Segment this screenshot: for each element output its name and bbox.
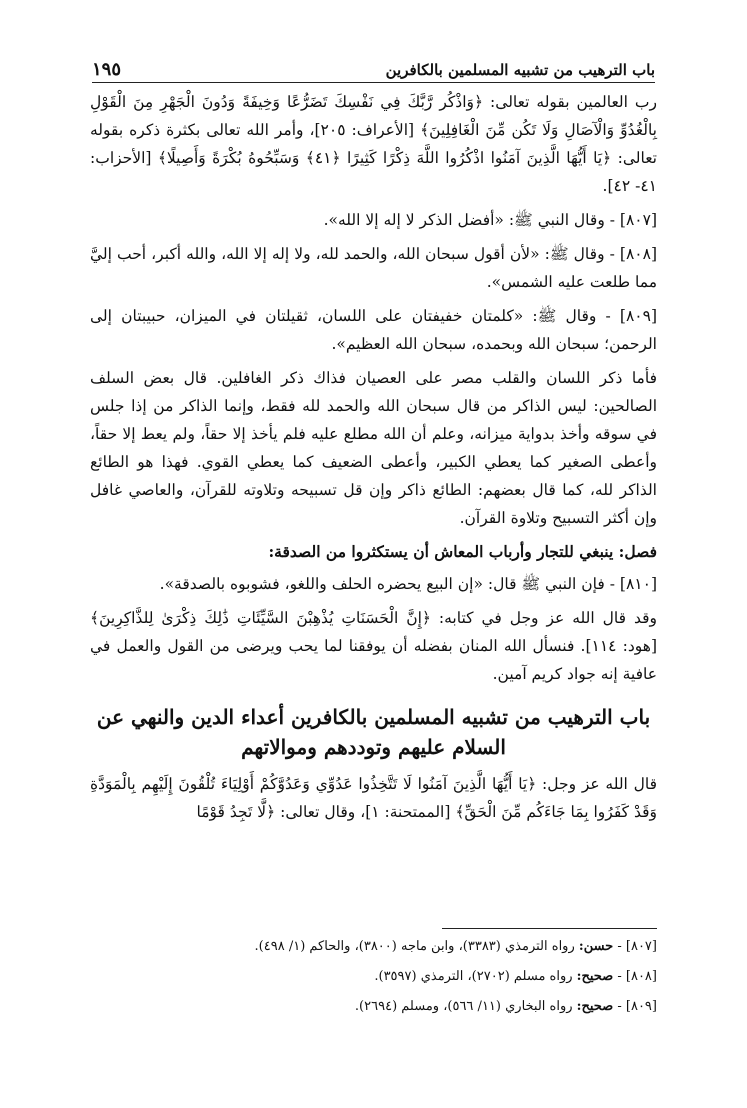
chapter-heading: باب الترهيب من تشبيه المسلمين بالكافرين أعداء الدين والنهي عن السلام عليهم وتوددهم وموالاتهم [96, 705, 651, 759]
footnote-807 [90, 932, 657, 962]
paragraph-dhikr-verses: رب العالمين بقوله تعالى: ﴿وَاذْكُر رَّبَّكَ فِي نَفْسِكَ تَضَرُّعًا وَخِيفَةً وَدُونَ الْجَهْرِ مِنَ الْقَوْلِ بِالْغُدُوِّ وَالْآصَالِ وَلَا تَكُن مِّنَ الْغَافِلِينَ﴾ [الأعراف: ٢٠٥]، وأمر الله تعالى بكثرة ذكره بقوله تعالى: ﴿يَا أَيُّهَا الَّذِينَ آمَنُوا اذْكُرُوا اللَّهَ ذِكْرًا كَثِيرًا ﴿٤١﴾ وَسَبِّحُوهُ بُكْرَةً وَأَصِيلًا﴾ [الأحزاب: ٤١- ٤٢]. [90, 93, 657, 195]
paragraph-heedless-dhikr: فأما ذكر اللسان والقلب مصر على العصيان فذاك ذكر الغافلين. قال بعض السلف الصالحين: ليس الذاكر من قال سبحان الله والحمد لله فقط، وإنما الذاكر من إذا جلس في سوقه وأخذ بدواية ميزانه، وعلم أن الله مطلع عليه فلم يأخذ إلا حقاً، ولم يعط إلا حقاً، وأعطى الصغير كما يعطي الكبير، وأعطى الضعيف كما يعطي القوي. فهذا هو الطائع الذاكر لله، كما قال بعضهم: الطائع ذاكر وإن قل تسبيحه وتلاوته للقرآن، والعاصي غافل وإن أكثر التسبيح وتلاوة القرآن. [90, 369, 657, 527]
hadith-808: [٨٠٨] - وقال ﷺ: «لأن أقول سبحان الله، والحمد لله، ولا إله إلا الله، والله أكبر، أحب إليَّ مما طلعت عليه الشمس». [90, 245, 657, 291]
hadith-807: [٨٠٧] - وقال النبي ﷺ: «أفضل الذكر لا إله إلا الله». [323, 211, 657, 229]
footnote-text: رواه البخاري (١١/ ٥٦٦)، ومسلم (٢٦٩٤). [354, 999, 573, 1014]
footnote-ref: [٨٠٩] - [617, 999, 657, 1014]
footnote-809 [90, 992, 657, 1022]
footnote-separator [442, 928, 657, 929]
page-body [90, 88, 657, 832]
section-fasl-heading: فصل: ينبغي للتجار وأرباب المعاش أن يستكثروا من الصدقة: [268, 542, 657, 561]
footnote-grade: صحيح: [576, 969, 614, 984]
running-title: باب الترهيب من تشبيه المسلمين بالكافرين [385, 61, 655, 79]
footnote-text: رواه الترمذي (٣٣٨٣)، وابن ماجه (٣٨٠٠)، والحاكم (١/ ٤٩٨). [254, 939, 575, 954]
footnote-808 [90, 962, 657, 992]
footnote-grade: حسن: [578, 939, 614, 954]
footnotes [90, 932, 657, 1022]
page-header [92, 52, 655, 83]
footnote-grade: صحيح: [576, 999, 614, 1014]
page-number: ١٩٥ [92, 59, 122, 80]
hadith-809: [٨٠٩] - وقال ﷺ: «كلمتان خفيفتان على اللسان، ثقيلتان في الميزان، حبيبتان إلى الرحمن؛ سبحان الله وبحمده، سبحان الله العظيم». [90, 307, 657, 353]
footnote-text: رواه مسلم (٢٧٠٢)، الترمذي (٣٥٩٧). [374, 969, 573, 984]
footnote-ref: [٨٠٧] - [617, 939, 657, 954]
hadith-810: [٨١٠] - فإن النبي ﷺ قال: «إن البيع يحضره الحلف واللغو، فشوبوه بالصدقة». [159, 575, 657, 593]
paragraph-good-deeds: وقد قال الله عز وجل في كتابه: ﴿إِنَّ الْحَسَنَاتِ يُذْهِبْنَ السَّيِّئَاتِ ذَٰلِكَ ذِكْرَىٰ لِلذَّاكِرِينَ﴾ [هود: ١١٤]. فنسأل الله المنان بفضله أن يوفقنا لما يحب ويرضى من القول والعمل في عافية إنه جواد كريم آمين. [90, 609, 657, 683]
footnote-ref: [٨٠٨] - [617, 969, 657, 984]
paragraph-mumtahana-verse: قال الله عز وجل: ﴿يَا أَيُّهَا الَّذِينَ آمَنُوا لَا تَتَّخِذُوا عَدُوِّي وَعَدُوَّكُمْ أَوْلِيَاءَ تُلْقُونَ إِلَيْهِم بِالْمَوَدَّةِ وَقَدْ كَفَرُوا بِمَا جَاءَكُم مِّنَ الْحَقِّ﴾ [الممتحنة: ١]، وقال تعالى: ﴿لَّا تَجِدُ قَوْمًا [90, 775, 657, 821]
